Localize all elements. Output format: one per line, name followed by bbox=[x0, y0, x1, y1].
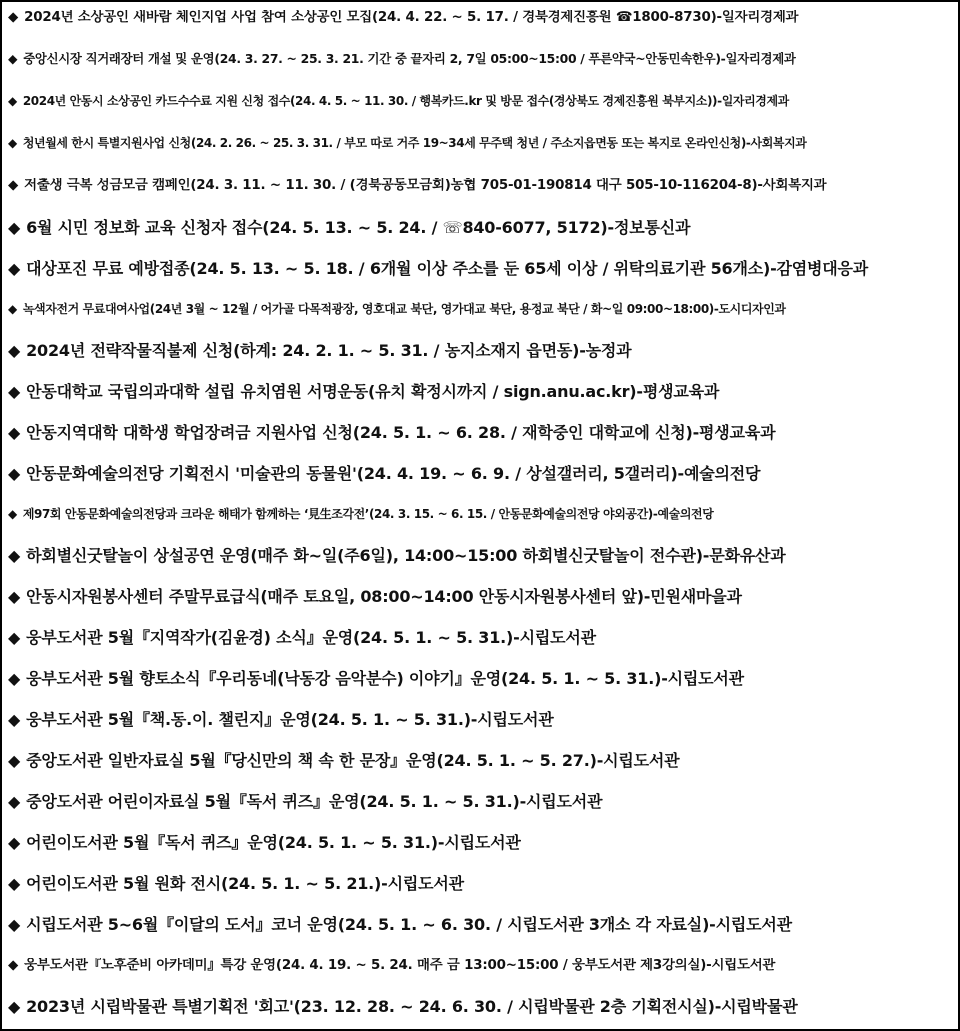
diamond-bullet-icon: ◆ bbox=[8, 874, 21, 893]
diamond-bullet-icon: ◆ bbox=[8, 915, 21, 934]
diamond-bullet-icon: ◆ bbox=[8, 958, 19, 973]
notice-text: 청년월세 한시 특별지원사업 신청(24. 2. 26. ~ 25. 3. 31. / 부모 따로 거주 19~34세 무주택 청년 / 주소지읍면동 또는 복지로 온라인신청)-사회복지과 bbox=[22, 136, 807, 150]
notice-item bbox=[8, 751, 952, 770]
diamond-bullet-icon: ◆ bbox=[8, 751, 21, 770]
notice-item bbox=[8, 546, 952, 565]
diamond-bullet-icon: ◆ bbox=[8, 178, 19, 193]
notice-item bbox=[8, 423, 952, 442]
notice-text: 안동시자원봉사센터 주말무료급식(매주 토요일, 08:00~14:00 안동시자원봉사센터 앞)-민원새마을과 bbox=[26, 587, 742, 606]
notice-item bbox=[8, 915, 952, 934]
notice-text: 중앙도서관 어린이자료실 5월『독서 퀴즈』운영(24. 5. 1. ~ 5. 31.)-시립도서관 bbox=[26, 792, 603, 811]
notice-item bbox=[8, 507, 952, 521]
notice-text: 웅부도서관 5월『책.동.이. 챌린지』운영(24. 5. 1. ~ 5. 31.)-시립도서관 bbox=[26, 710, 554, 729]
diamond-bullet-icon: ◆ bbox=[8, 259, 21, 278]
diamond-bullet-icon: ◆ bbox=[8, 464, 21, 483]
notice-item bbox=[8, 958, 952, 974]
diamond-bullet-icon: ◆ bbox=[8, 423, 21, 442]
notice-item bbox=[8, 874, 952, 893]
notice-item bbox=[8, 587, 952, 606]
diamond-bullet-icon: ◆ bbox=[8, 382, 21, 401]
diamond-bullet-icon: ◆ bbox=[8, 546, 21, 565]
notice-text: 중앙신시장 직거래장터 개설 및 운영(24. 3. 27. ~ 25. 3. 21. 기간 중 끝자리 2, 7일 05:00~15:00 / 푸른약국~안동민속한우)-일자리경제과 bbox=[23, 52, 796, 66]
diamond-bullet-icon: ◆ bbox=[8, 52, 18, 66]
notice-text: 대상포진 무료 예방접종(24. 5. 13. ~ 5. 18. / 6개월 이상 주소를 둔 65세 이상 / 위탁의료기관 56개소)-감염병대응과 bbox=[26, 259, 869, 278]
notice-text: 제97회 안동문화예술의전당과 크라운 해태가 함께하는 ‘見生조각전’(24. 3. 15. ~ 6. 15. / 안동문화예술의전당 야외공간)-예술의전당 bbox=[22, 507, 714, 521]
notice-text: 안동지역대학 대학생 학업장려금 지원사업 신청(24. 5. 1. ~ 6. 28. / 재학중인 대학교에 신청)-평생교육과 bbox=[26, 423, 776, 442]
diamond-bullet-icon: ◆ bbox=[8, 218, 21, 237]
notice-text: 하회별신굿탈놀이 상설공연 운영(매주 화~일(주6일), 14:00~15:00 하회별신굿탈놀이 전수관)-문화유산과 bbox=[26, 546, 786, 565]
notice-item bbox=[8, 710, 952, 729]
notice-item bbox=[8, 669, 952, 688]
notice-text: 2024년 소상공인 새바람 체인지업 사업 참여 소상공인 모집(24. 4. 22. ~ 5. 17. / 경북경제진흥원 ☎1800-8730)-일자리경제과 bbox=[24, 10, 799, 25]
notice-text: 녹색자전거 무료대여사업(24년 3월 ~ 12월 / 어가골 다목적광장, 영호대교 북단, 영가대교 북단, 용정교 북단 / 화~일 09:00~18:00)-도시디자인과 bbox=[22, 302, 786, 316]
diamond-bullet-icon: ◆ bbox=[8, 507, 17, 521]
notice-item bbox=[8, 997, 952, 1016]
notice-text: 2023년 시립박물관 특별기획전 '회고'(23. 12. 28. ~ 24. 6. 30. / 시립박물관 2층 기획전시실)-시립박물관 bbox=[26, 997, 798, 1016]
notice-text: 6월 시민 정보화 교육 신청자 접수(24. 5. 13. ~ 5. 24. / ☏840-6077, 5172)-정보통신과 bbox=[26, 218, 691, 237]
notice-text: 웅부도서관 5월 향토소식『우리동네(낙동강 음악분수) 이야기』운영(24. 5. 1. ~ 5. 31.)-시립도서관 bbox=[26, 669, 744, 688]
diamond-bullet-icon: ◆ bbox=[8, 710, 21, 729]
notice-item bbox=[8, 792, 952, 811]
notice-text: 어린이도서관 5월『독서 퀴즈』운영(24. 5. 1. ~ 5. 31.)-시립도서관 bbox=[26, 833, 521, 852]
notice-item bbox=[8, 628, 952, 647]
notice-text: 웅부도서관『노후준비 아카데미』특강 운영(24. 4. 19. ~ 5. 24. 매주 금 13:00~15:00 / 웅부도서관 제3강의실)-시립도서관 bbox=[24, 958, 776, 973]
diamond-bullet-icon: ◆ bbox=[8, 587, 21, 606]
diamond-bullet-icon: ◆ bbox=[8, 997, 21, 1016]
diamond-bullet-icon: ◆ bbox=[8, 10, 19, 25]
notice-text: 안동문화예술의전당 기획전시 '미술관의 동물원'(24. 4. 19. ~ 6. 9. / 상설갤러리, 5갤러리)-예술의전당 bbox=[26, 464, 761, 483]
diamond-bullet-icon: ◆ bbox=[8, 669, 21, 688]
notice-item bbox=[8, 833, 952, 852]
notice-item bbox=[8, 218, 952, 237]
notice-item bbox=[8, 10, 952, 26]
diamond-bullet-icon: ◆ bbox=[8, 341, 21, 360]
diamond-bullet-icon: ◆ bbox=[8, 136, 17, 150]
notice-text: 2024년 안동시 소상공인 카드수수료 지원 신청 접수(24. 4. 5. ~ 11. 30. / 행복카드.kr 및 방문 접수(경상북도 경제진흥원 북부지소))-일자리경제과 bbox=[22, 94, 789, 108]
diamond-bullet-icon: ◆ bbox=[8, 628, 21, 647]
notice-text: 어린이도서관 5월 원화 전시(24. 5. 1. ~ 5. 21.)-시립도서관 bbox=[26, 874, 464, 893]
notice-text: 시립도서관 5~6월『이달의 도서』코너 운영(24. 5. 1. ~ 6. 30. / 시립도서관 3개소 각 자료실)-시립도서관 bbox=[26, 915, 792, 934]
notice-text: 중앙도서관 일반자료실 5월『당신만의 책 속 한 문장』운영(24. 5. 1. ~ 5. 27.)-시립도서관 bbox=[26, 751, 680, 770]
notice-item bbox=[8, 259, 952, 278]
diamond-bullet-icon: ◆ bbox=[8, 833, 21, 852]
notice-text: 웅부도서관 5월『지역작가(김윤경) 소식』운영(24. 5. 1. ~ 5. 31.)-시립도서관 bbox=[26, 628, 596, 647]
notice-item bbox=[8, 302, 952, 316]
notice-text: 2024년 전략작물직불제 신청(하계: 24. 2. 1. ~ 5. 31. / 농지소재지 읍면동)-농정과 bbox=[26, 341, 632, 360]
diamond-bullet-icon: ◆ bbox=[8, 94, 17, 108]
notice-item bbox=[8, 136, 952, 150]
notice-text: 안동대학교 국립의과대학 설립 유치염원 서명운동(유치 확정시까지 / sign.anu.ac.kr)-평생교육과 bbox=[26, 382, 720, 401]
notice-item bbox=[8, 52, 952, 67]
notice-item bbox=[8, 178, 952, 194]
notice-item bbox=[8, 464, 952, 483]
notice-item bbox=[8, 341, 952, 360]
notice-item bbox=[8, 382, 952, 401]
diamond-bullet-icon: ◆ bbox=[8, 792, 21, 811]
diamond-bullet-icon: ◆ bbox=[8, 302, 17, 316]
notice-item bbox=[8, 94, 952, 108]
notice-text: 저출생 극복 성금모금 캠페인(24. 3. 11. ~ 11. 30. / (경북공동모금회)농협 705-01-190814 대구 505-10-116204-8)-사회복지과 bbox=[24, 178, 827, 193]
